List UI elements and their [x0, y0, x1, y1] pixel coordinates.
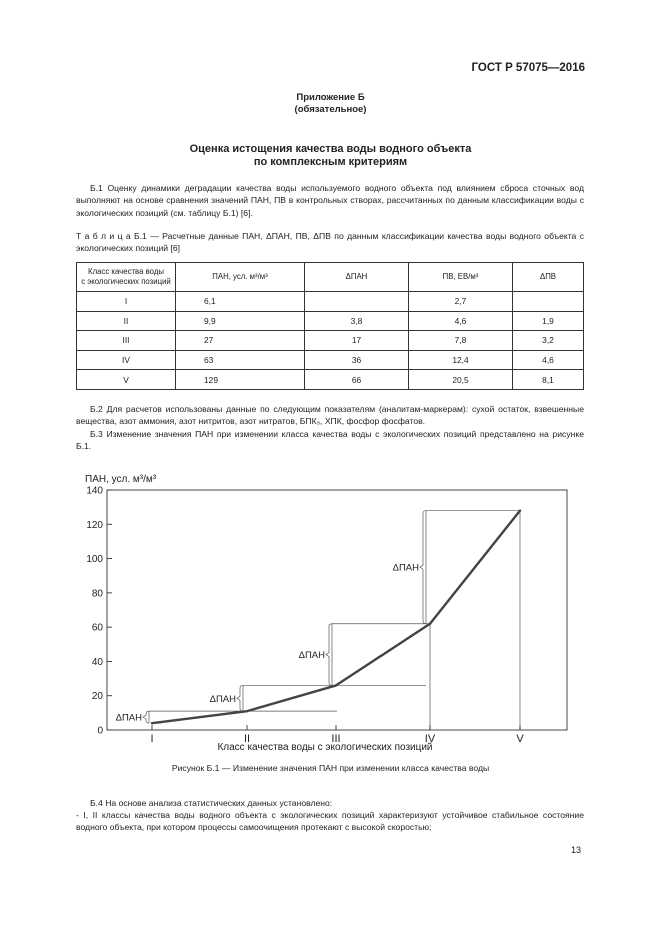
paragraph-b3: Б.3 Изменение значения ПАН при изменении класса качества воды с экологических позиций представлено на рисунке Б.1. [76, 429, 584, 452]
y-tick-label: 140 [86, 485, 103, 497]
cell-pan: 6,1 [176, 292, 305, 312]
delta-label: ΔПАН [392, 562, 419, 574]
cell-class: I [77, 292, 176, 312]
cell-pv: 7,8 [409, 331, 513, 351]
header-pv: ПВ, ЕВ/м³ [409, 263, 513, 292]
page-number: 13 [571, 845, 582, 855]
data-point [151, 722, 153, 724]
y-tick-label: 80 [91, 588, 103, 600]
y-tick-label: 0 [97, 725, 103, 737]
header-dpan: ΔПАН [305, 263, 409, 292]
cell-pv: 2,7 [409, 292, 513, 312]
cell-pv: 20,5 [409, 370, 513, 390]
delta-label: ΔПАН [115, 712, 142, 724]
data-point [429, 623, 431, 625]
table-header-row [77, 263, 584, 292]
paragraph-b2: Б.2 Для расчетов использованы данные по следующим показателям (аналитам-маркерам): сухой остаток, взвешенные вещества, азот аммония, азот нитритов, азот нитратов, БПК₅, ХПК, фосфор фосфатов. [76, 404, 584, 427]
paragraph-b4: Б.4 На основе анализа статистических данных установлено: [90, 798, 333, 808]
data-table [76, 262, 584, 390]
figure-caption: Рисунок Б.1 — Изменение значения ПАН при изменении класса качества воды [171, 763, 490, 773]
cell-dpv: 3,2 [513, 331, 584, 351]
y-tick-label: 40 [91, 656, 103, 668]
y-tick-label: 100 [86, 554, 103, 566]
x-tick-label: II [243, 733, 251, 745]
delta-brace [237, 685, 243, 711]
data-point [246, 710, 248, 712]
x-tick-label: III [331, 733, 341, 745]
table-row [77, 292, 584, 312]
cell-dpan: 17 [305, 331, 409, 351]
pan-chart [0, 460, 661, 760]
appendix-heading [0, 92, 661, 116]
standard-number: ГОСТ Р 57075—2016 [471, 62, 585, 74]
table-caption [76, 230, 584, 255]
header-dpv: ΔПВ [513, 263, 584, 292]
header-class-line2: с экологических позиций [81, 277, 171, 286]
header-pan: ПАН, усл. м³/м³ [176, 263, 305, 292]
data-point [335, 684, 337, 686]
cell-dpv: 4,6 [513, 350, 584, 370]
y-axis-label: ПАН, усл. м³/м³ [85, 474, 157, 485]
delta-brace [326, 624, 332, 686]
delta-brace [420, 511, 426, 624]
cell-pv: 4,6 [409, 311, 513, 331]
cell-pan: 129 [176, 370, 305, 390]
data-point [519, 509, 521, 511]
table-caption-text: Б.1 — Расчетные данные ПАН, ΔПАН, ПВ, ΔПВ по данным классификации качества воды водного объекта с экологических позиций [6] [76, 231, 585, 254]
pan-series-line [152, 511, 520, 724]
x-tick-label: IV [424, 733, 436, 745]
header-class-line1: Класс качества воды [88, 267, 164, 276]
cell-pan: 9,9 [176, 311, 305, 331]
cell-dpan [305, 292, 409, 312]
cell-pv: 12,4 [409, 350, 513, 370]
cell-dpan: 66 [305, 370, 409, 390]
table-caption-prefix: Т а б л и ц а [76, 231, 131, 241]
x-axis-label: Класс качества воды с экологических позиций [217, 742, 433, 753]
cell-class: V [77, 370, 176, 390]
series-layer [151, 509, 521, 724]
cell-class: II [77, 311, 176, 331]
delta-label: ΔПАН [298, 650, 325, 662]
paragraph-b1: Б.1 Оценку динамики деградации качества воды используемого водного объекта под влиянием сброса сточных вод выполняют на основе сравнения значений ПАН, ПВ в контрольных створах, рассчитанных по данным классификации воды с экологических позиций (см. таблицу Б.1) [6]. [76, 183, 584, 218]
cell-class: III [77, 331, 176, 351]
x-tick-label: I [150, 733, 154, 745]
plot-frame [107, 490, 567, 730]
document-title-line2: по комплексным критериям [253, 156, 408, 168]
cell-dpan: 36 [305, 350, 409, 370]
delta-label: ΔПАН [209, 693, 236, 705]
delta-brace [143, 711, 149, 723]
cell-pan: 27 [176, 331, 305, 351]
table-row [77, 311, 584, 331]
appendix-title: Приложение Б [296, 92, 365, 103]
annotation-layer [116, 511, 520, 730]
cell-dpan: 3,8 [305, 311, 409, 331]
table-row [77, 331, 584, 351]
appendix-status: (обязательное) [294, 104, 367, 115]
paragraph-b4-item: - I, II классы качества воды водного объекта с экологических позиций характеризуют устойчивое стабильное состояние водного объекта, при котором процессы самоочищения протекают с высокой скоростью; [76, 810, 584, 833]
document-title [0, 143, 661, 169]
table-row [77, 370, 584, 390]
table-row [77, 350, 584, 370]
y-tick-label: 120 [86, 519, 103, 531]
y-tick-label: 20 [91, 691, 103, 703]
x-tick-label: V [516, 733, 524, 745]
cell-dpv: 1,9 [513, 311, 584, 331]
cell-pan: 63 [176, 350, 305, 370]
y-tick-label: 60 [91, 622, 103, 634]
document-title-line1: Оценка истощения качества воды водного объекта [189, 143, 472, 155]
axes-layer [86, 486, 567, 746]
header-class [77, 263, 176, 292]
cell-dpv [513, 292, 584, 312]
cell-class: IV [77, 350, 176, 370]
cell-dpv: 8,1 [513, 370, 584, 390]
